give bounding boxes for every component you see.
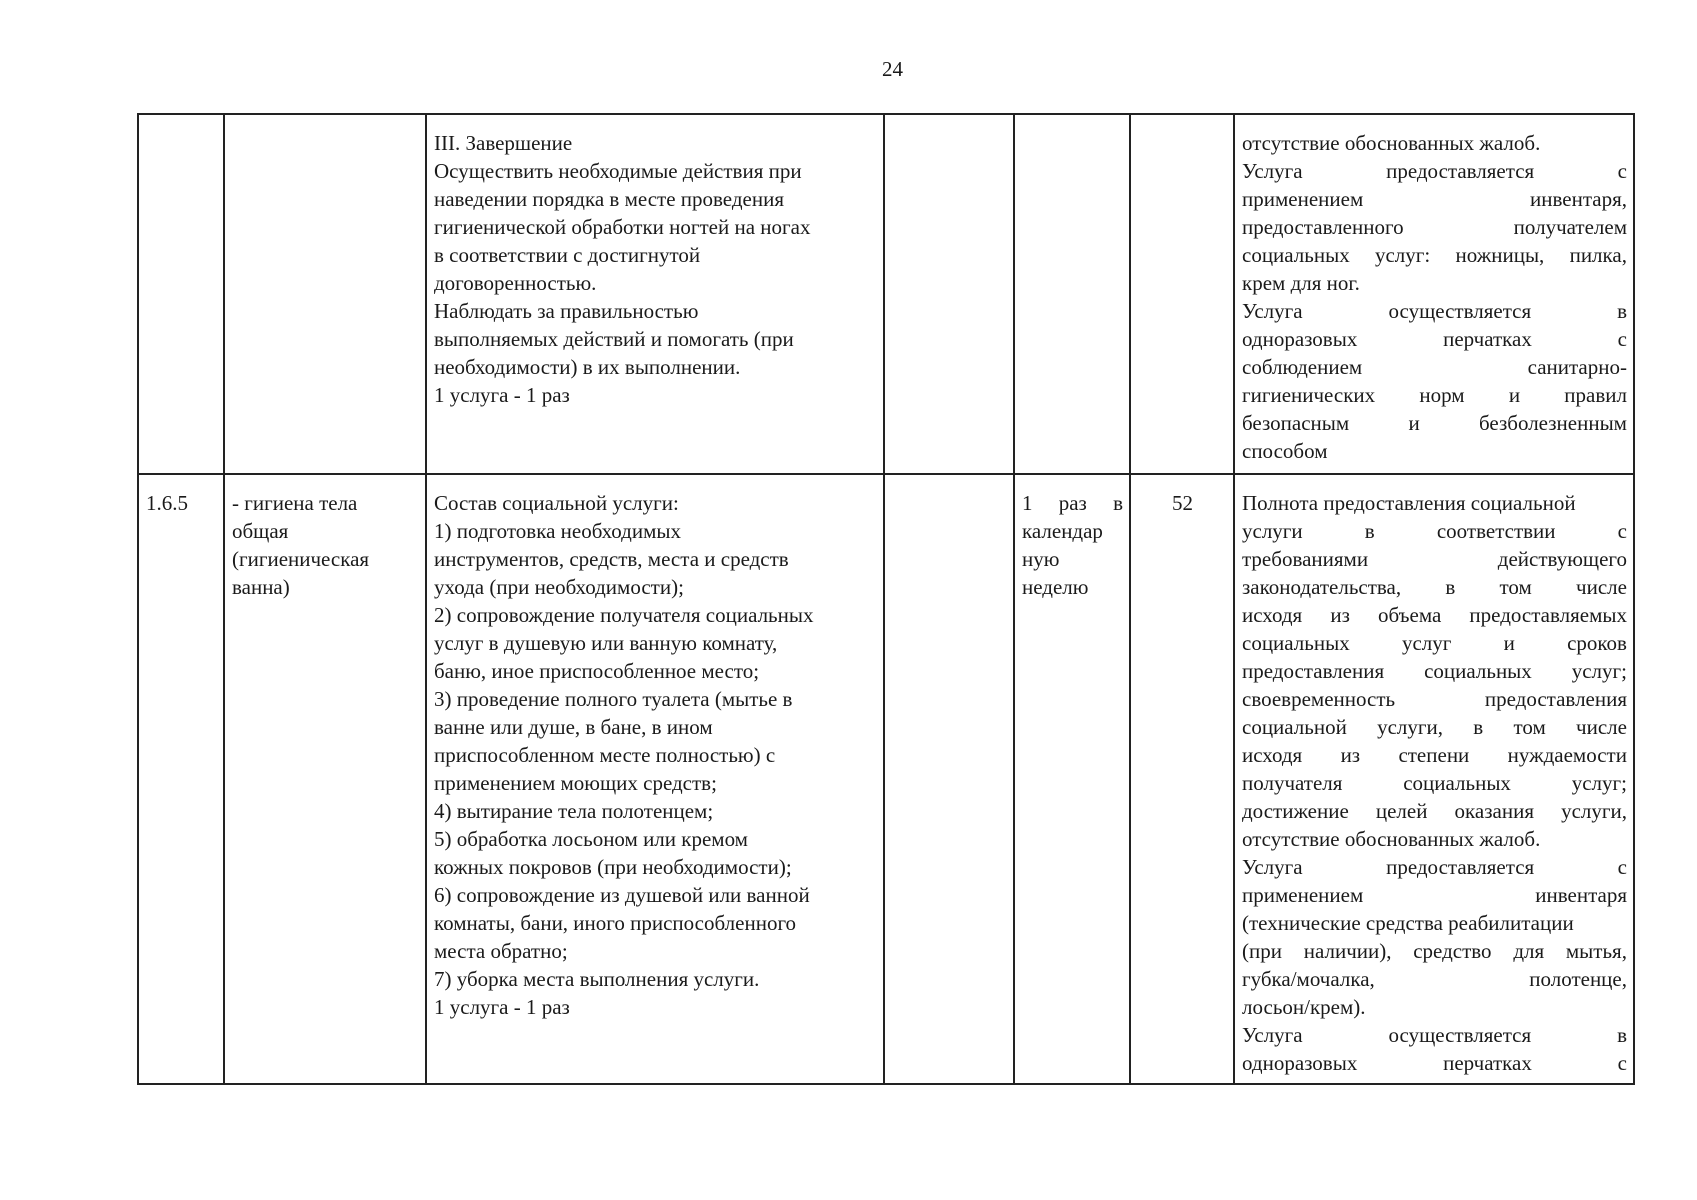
text-word: действующего bbox=[1497, 547, 1627, 571]
text-line: 1 услуга - 1 раз bbox=[434, 995, 570, 1019]
text-word: целей bbox=[1375, 799, 1428, 823]
text-word: с bbox=[1617, 1051, 1627, 1075]
text-line bbox=[1242, 965, 1627, 993]
text-line bbox=[1242, 325, 1627, 353]
empty-cell bbox=[884, 114, 1014, 474]
text-word: в bbox=[1445, 575, 1456, 599]
text-word: Услуга bbox=[1242, 855, 1303, 879]
text-line bbox=[1242, 489, 1627, 517]
page-number: 24 bbox=[882, 57, 903, 81]
text-word: степени bbox=[1398, 743, 1470, 767]
text-word: (при bbox=[1242, 939, 1282, 963]
text-word: услуг; bbox=[1571, 659, 1627, 683]
text-line bbox=[1242, 517, 1627, 545]
text-word: соответствии bbox=[1436, 519, 1556, 543]
text-word: ножницы, bbox=[1455, 243, 1545, 267]
text-word: социальных bbox=[1242, 243, 1350, 267]
text-word: безболезненным bbox=[1479, 411, 1627, 435]
text-word: с bbox=[1617, 159, 1627, 183]
text-line bbox=[1242, 437, 1627, 465]
text-line: 5) обработка лосьоном или кремом bbox=[434, 827, 748, 851]
text-line bbox=[1242, 769, 1627, 797]
text-word: нуждаемости bbox=[1507, 743, 1627, 767]
text-line bbox=[1242, 409, 1627, 437]
text-word: средство bbox=[1413, 939, 1492, 963]
text-word: сроков bbox=[1567, 631, 1627, 655]
text-line bbox=[1242, 741, 1627, 769]
text-word: объема bbox=[1378, 603, 1442, 627]
text-line: 1 услуга - 1 раз bbox=[434, 383, 570, 407]
text-line bbox=[1242, 269, 1627, 297]
text-line bbox=[1022, 573, 1123, 601]
text-word: предоставленного bbox=[1242, 215, 1404, 239]
text-line: (гигиеническая bbox=[232, 547, 370, 571]
text-line: необходимости) в их выполнении. bbox=[434, 355, 741, 379]
text-line bbox=[1242, 685, 1627, 713]
text-word: предоставляется bbox=[1386, 855, 1535, 879]
code-cell bbox=[138, 114, 224, 474]
service-name-cell bbox=[224, 114, 426, 474]
text-word: наличии), bbox=[1303, 939, 1392, 963]
text-word: социальных bbox=[1242, 631, 1350, 655]
text-line: инструментов, средств, места и средств bbox=[434, 547, 789, 571]
text-word: числе bbox=[1576, 715, 1627, 739]
text-line bbox=[1242, 993, 1627, 1021]
text-line: 1) подготовка необходимых bbox=[434, 519, 682, 543]
table-row bbox=[138, 474, 1634, 1084]
text-line: приспособленном месте полностью) с bbox=[434, 743, 776, 767]
text-word: лосьон/крем). bbox=[1242, 995, 1366, 1019]
text-word: Услуга bbox=[1242, 159, 1303, 183]
service-count: 52 bbox=[1172, 491, 1193, 515]
text-word: оказания bbox=[1454, 799, 1534, 823]
text-word: числе bbox=[1576, 575, 1627, 599]
text-line: гигиенической обработки ногтей на ногах bbox=[434, 215, 811, 239]
text-word: отсутствие обоснованных жалоб. bbox=[1242, 827, 1541, 851]
text-word: Полнота предоставления социальной bbox=[1242, 491, 1576, 515]
text-word: получателем bbox=[1513, 215, 1627, 239]
text-line: договоренностью. bbox=[434, 271, 597, 295]
text-word: предоставляемых bbox=[1469, 603, 1627, 627]
text-line: III. Завершение bbox=[434, 131, 573, 155]
text-line bbox=[1242, 629, 1627, 657]
text-word: с bbox=[1617, 327, 1627, 351]
text-word: неделю bbox=[1022, 575, 1089, 599]
text-word: том bbox=[1499, 575, 1532, 599]
text-word: применением bbox=[1242, 187, 1364, 211]
text-line bbox=[1242, 213, 1627, 241]
text-word: в bbox=[1617, 1023, 1627, 1047]
text-word: перчатках bbox=[1443, 1051, 1532, 1075]
text-line bbox=[1242, 353, 1627, 381]
text-line: услуг в душевую или ванную комнату, bbox=[434, 631, 778, 655]
text-line bbox=[1022, 489, 1123, 517]
text-word: Услуга bbox=[1242, 1023, 1303, 1047]
text-word: исходя bbox=[1242, 603, 1303, 627]
text-word: перчатках bbox=[1443, 327, 1532, 351]
service-content-cell bbox=[426, 114, 884, 474]
code-cell bbox=[138, 474, 224, 1084]
text-line: ванна) bbox=[232, 575, 290, 599]
text-word: применением bbox=[1242, 883, 1364, 907]
text-word: социальных bbox=[1403, 771, 1511, 795]
text-line bbox=[1242, 937, 1627, 965]
text-line bbox=[1242, 185, 1627, 213]
text-word: правил bbox=[1564, 383, 1627, 407]
empty-cell bbox=[884, 474, 1014, 1084]
text-word: том bbox=[1513, 715, 1546, 739]
text-word: требованиями bbox=[1242, 547, 1369, 571]
text-word: услуги, bbox=[1377, 715, 1444, 739]
text-word: способом bbox=[1242, 439, 1328, 463]
text-word: в bbox=[1617, 299, 1627, 323]
text-word: инвентаря bbox=[1535, 883, 1627, 907]
text-line: Состав социальной услуги: bbox=[434, 491, 679, 515]
text-word: и bbox=[1503, 631, 1515, 655]
text-line: - гигиена тела bbox=[232, 491, 358, 515]
text-line: 7) уборка места выполнения услуги. bbox=[434, 967, 760, 991]
text-line: комнаты, бани, иного приспособленного bbox=[434, 911, 797, 935]
text-line: баню, иное приспособленное место; bbox=[434, 659, 760, 683]
text-line: применением моющих средств; bbox=[434, 771, 717, 795]
text-line bbox=[1242, 797, 1627, 825]
text-word: гигиенических bbox=[1242, 383, 1376, 407]
text-line bbox=[1242, 713, 1627, 741]
text-word: осуществляется bbox=[1388, 1023, 1532, 1047]
text-line bbox=[1242, 825, 1627, 853]
text-word: достижение bbox=[1242, 799, 1349, 823]
service-code: 1.6.5 bbox=[146, 491, 188, 515]
text-line: 2) сопровождение получателя социальных bbox=[434, 603, 814, 627]
text-line bbox=[1242, 129, 1627, 157]
text-word: календар bbox=[1022, 519, 1103, 543]
text-word: получателя bbox=[1242, 771, 1343, 795]
text-line bbox=[1242, 1021, 1627, 1049]
text-line: Осуществить необходимые действия при bbox=[434, 159, 802, 183]
text-word: услуги, bbox=[1561, 799, 1627, 823]
text-word: услуг bbox=[1401, 631, 1452, 655]
text-word: своевременность bbox=[1242, 687, 1396, 711]
text-word: предоставления bbox=[1242, 659, 1385, 683]
text-line: выполняемых действий и помогать (при bbox=[434, 327, 794, 351]
text-word: из bbox=[1330, 603, 1350, 627]
text-line: кожных покровов (при необходимости); bbox=[434, 855, 792, 879]
text-word: услуг: bbox=[1374, 243, 1431, 267]
text-word: в bbox=[1473, 715, 1484, 739]
text-line: в соответствии с достигнутой bbox=[434, 243, 701, 267]
text-word: мытья, bbox=[1565, 939, 1627, 963]
text-line bbox=[1242, 157, 1627, 185]
text-word: раз bbox=[1058, 491, 1087, 515]
text-word: предоставляется bbox=[1386, 159, 1535, 183]
text-word: исходя bbox=[1242, 743, 1303, 767]
text-word: соблюдением bbox=[1242, 355, 1363, 379]
text-word: услуги bbox=[1242, 519, 1303, 543]
text-word: и bbox=[1508, 383, 1521, 407]
text-word: социальной bbox=[1242, 715, 1347, 739]
text-word: осуществляется bbox=[1388, 299, 1532, 323]
text-word: полотенце, bbox=[1529, 967, 1627, 991]
text-word: норм bbox=[1419, 383, 1465, 407]
text-line: общая bbox=[232, 519, 289, 543]
text-line bbox=[1242, 881, 1627, 909]
text-line bbox=[1242, 545, 1627, 573]
count-cell bbox=[1130, 474, 1234, 1084]
text-word: одноразовых bbox=[1242, 327, 1358, 351]
text-line: ухода (при необходимости); bbox=[434, 575, 684, 599]
text-word: санитарно- bbox=[1527, 355, 1627, 379]
service-content-cell bbox=[426, 474, 884, 1084]
text-line: наведении порядка в месте проведения bbox=[434, 187, 784, 211]
text-line bbox=[1242, 601, 1627, 629]
text-line: 4) вытирание тела полотенцем; bbox=[434, 799, 714, 823]
periodicity-cell bbox=[1014, 474, 1130, 1084]
text-line: ванне или душе, в бане, в ином bbox=[434, 715, 713, 739]
quality-cell bbox=[1234, 114, 1634, 474]
text-word: в bbox=[1364, 519, 1375, 543]
table-row bbox=[138, 114, 1634, 474]
text-line bbox=[1242, 381, 1627, 409]
service-name-cell bbox=[224, 474, 426, 1084]
quality-cell bbox=[1234, 474, 1634, 1084]
text-word: с bbox=[1617, 519, 1627, 543]
text-line bbox=[1242, 909, 1627, 937]
text-word: губка/мочалка, bbox=[1242, 967, 1375, 991]
text-line: места обратно; bbox=[434, 939, 568, 963]
text-word: услуг; bbox=[1571, 771, 1627, 795]
text-word: пилка, bbox=[1569, 243, 1627, 267]
text-word: и bbox=[1408, 411, 1420, 435]
text-word: для bbox=[1513, 939, 1545, 963]
periodicity-cell bbox=[1014, 114, 1130, 474]
text-word: Услуга bbox=[1242, 299, 1303, 323]
text-word: ную bbox=[1022, 547, 1060, 571]
services-table bbox=[137, 113, 1635, 1085]
text-word: предоставления bbox=[1484, 687, 1627, 711]
text-line bbox=[1022, 517, 1123, 545]
text-line bbox=[1022, 545, 1123, 573]
text-word: с bbox=[1617, 855, 1627, 879]
text-word: одноразовых bbox=[1242, 1051, 1358, 1075]
text-line: Наблюдать за правильностью bbox=[434, 299, 699, 323]
text-word: отсутствие обоснованных жалоб. bbox=[1242, 131, 1541, 155]
text-line bbox=[1242, 1049, 1627, 1077]
text-word: крем для ног. bbox=[1242, 271, 1360, 295]
count-cell bbox=[1130, 114, 1234, 474]
text-line: 3) проведение полного туалета (мытье в bbox=[434, 687, 793, 711]
text-line bbox=[1242, 241, 1627, 269]
text-line bbox=[1242, 573, 1627, 601]
text-line bbox=[1242, 853, 1627, 881]
text-line: 6) сопровождение из душевой или ванной bbox=[434, 883, 810, 907]
text-line bbox=[1242, 657, 1627, 685]
text-word: 1 bbox=[1022, 491, 1033, 515]
text-word: безопасным bbox=[1242, 411, 1350, 435]
text-word: (технические средства реабилитации bbox=[1242, 911, 1574, 935]
text-word: социальных bbox=[1424, 659, 1532, 683]
text-word: инвентаря, bbox=[1530, 187, 1627, 211]
text-word: законодательства, bbox=[1242, 575, 1402, 599]
text-word: в bbox=[1113, 491, 1123, 515]
text-word: из bbox=[1340, 743, 1361, 767]
text-line bbox=[1242, 297, 1627, 325]
